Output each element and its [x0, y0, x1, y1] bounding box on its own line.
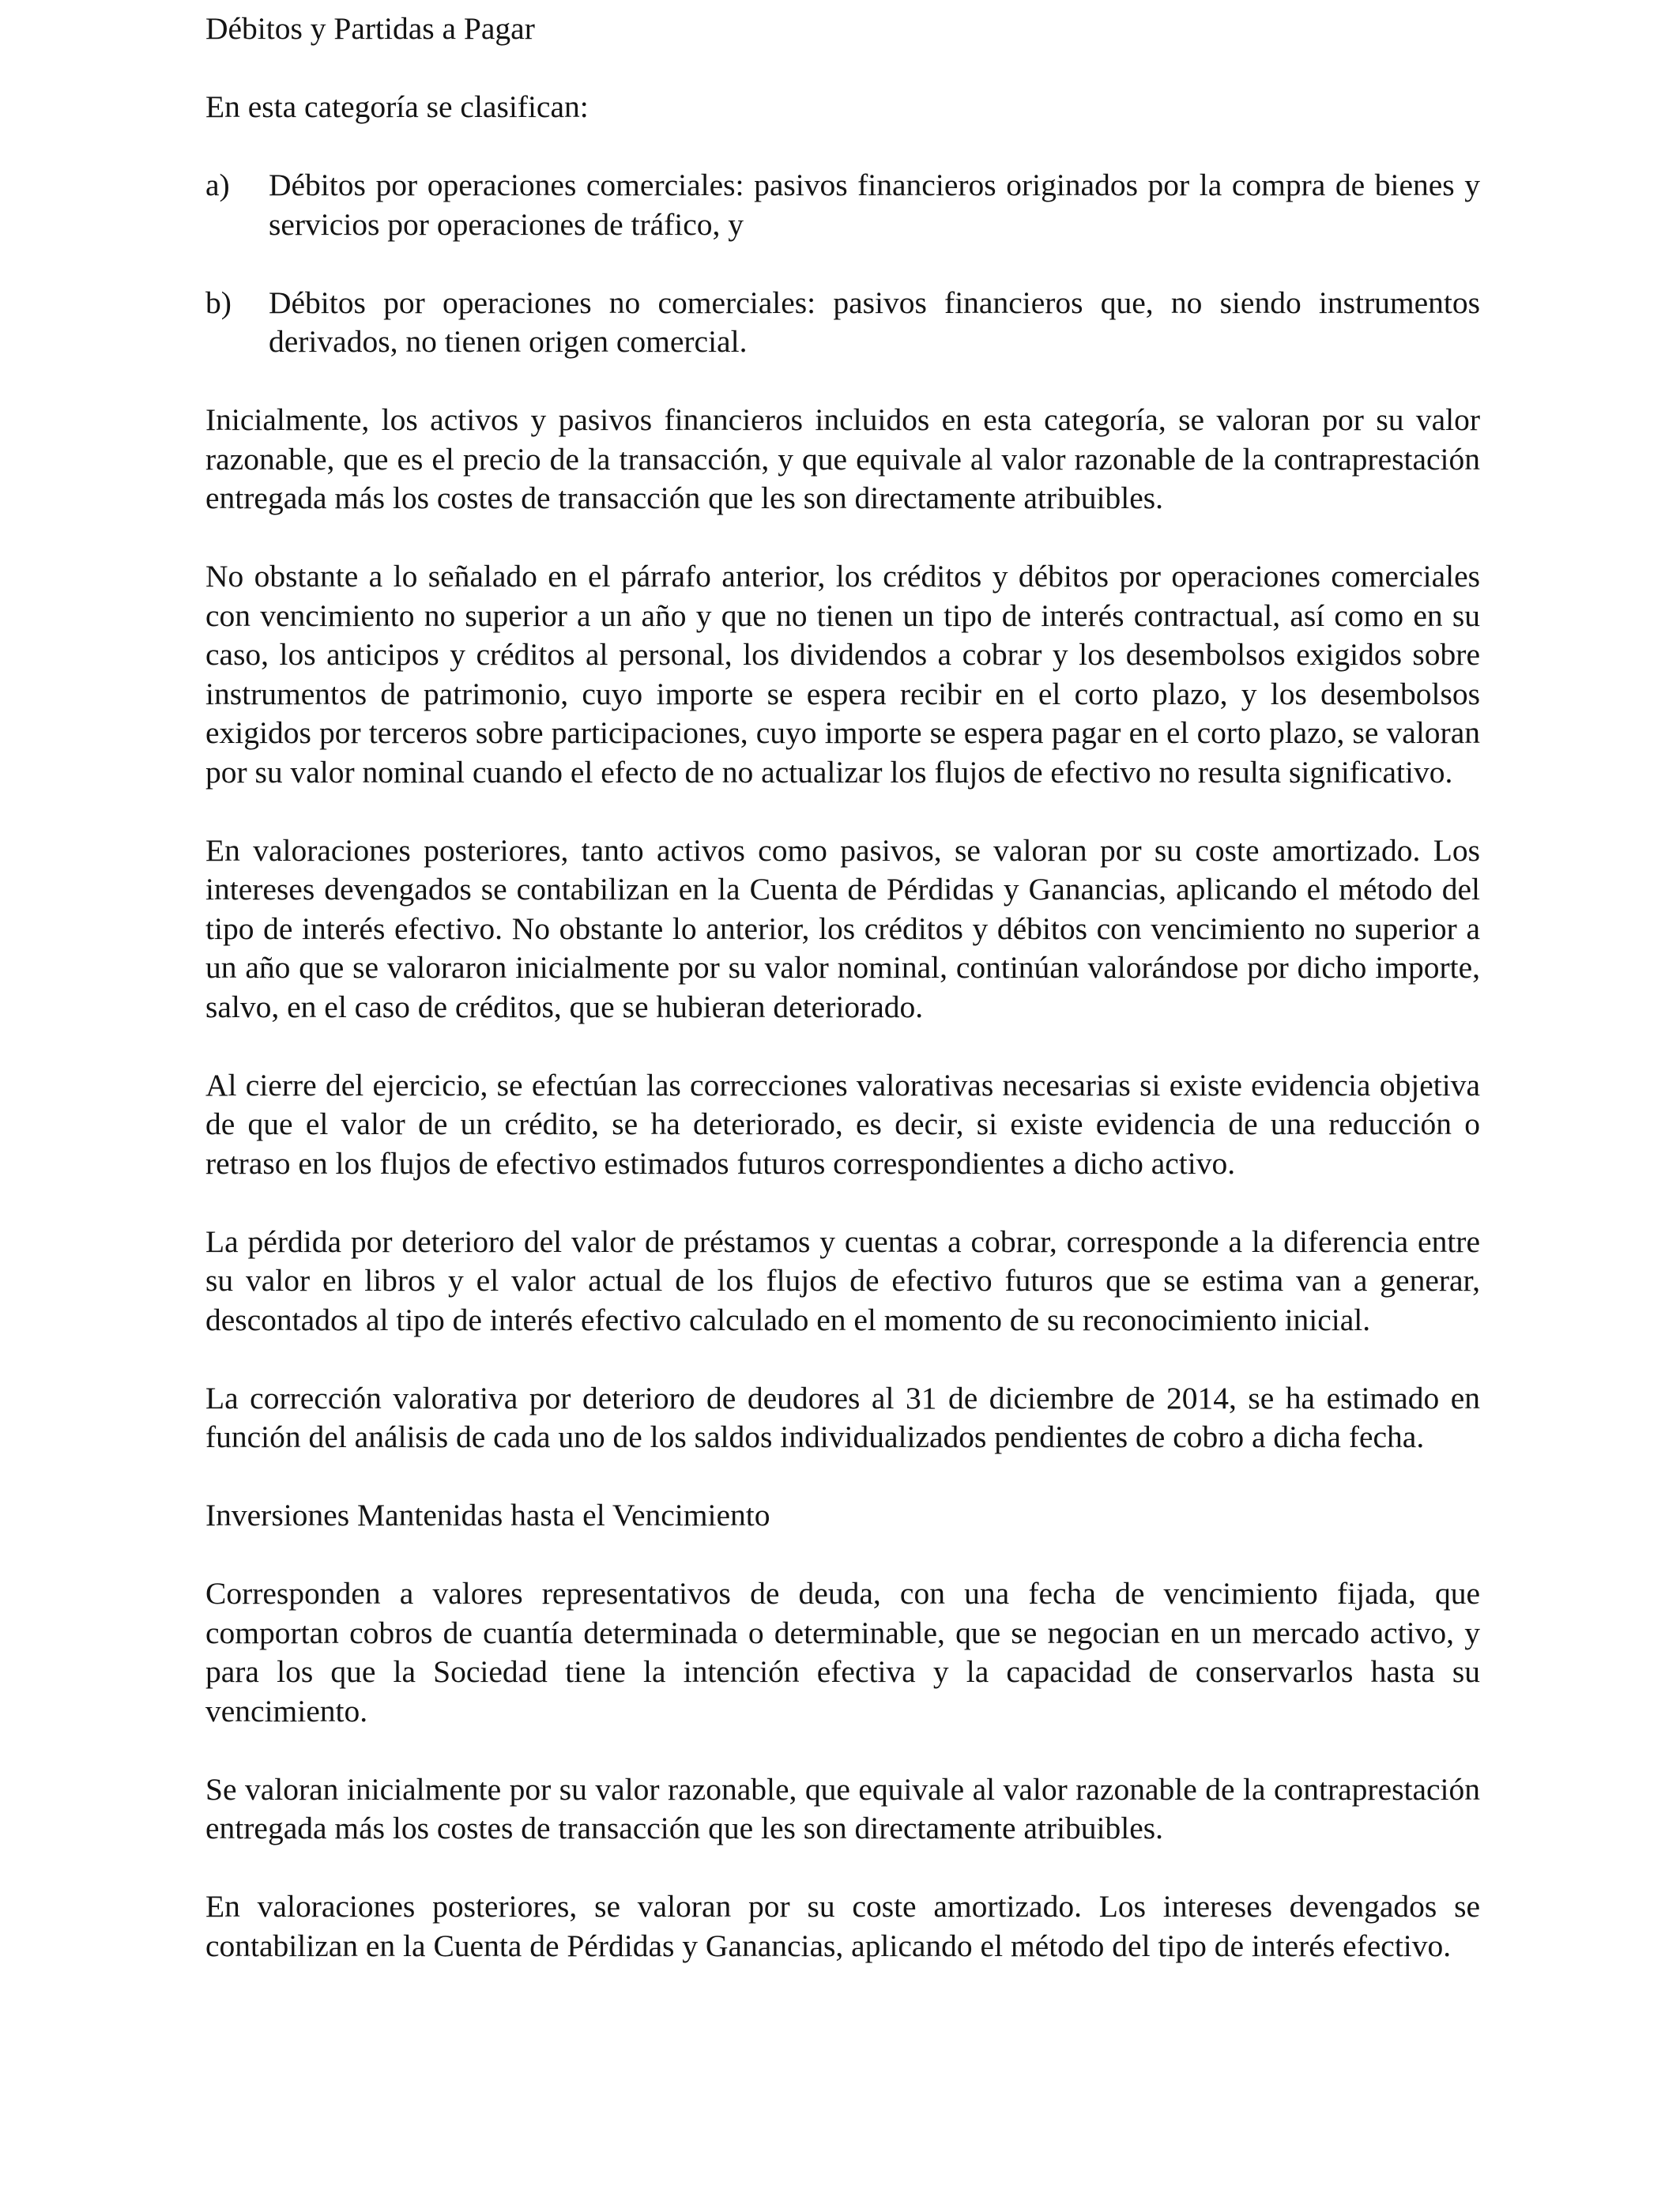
list-marker: a) [205, 168, 230, 202]
paragraph: La corrección valorativa por deterioro de deudores al 31 de diciembre de 2014, se ha estimado en función del análisis de cada uno de los saldos individualizados pendientes de cobro a dicha fecha. [205, 1380, 1480, 1454]
list-item [205, 284, 1480, 362]
paragraph: Corresponden a valores representativos de deuda, con una fecha de vencimiento fijada, que comportan cobros de cuantía determinada o determinable, que se negocian en un mercado activo, y para los que la Sociedad tiene la intención efectiva y la capacidad de conservarlos hasta su vencimiento. [205, 1576, 1480, 1728]
paragraph: La pérdida por deterioro del valor de préstamos y cuentas a cobrar, corresponde a la diferencia entre su valor en libros y el valor actual de los flujos de efectivo futuros que se estima van a generar, descontados al tipo de interés efectivo calculado en el momento de su reconocimiento inicial. [205, 1223, 1480, 1337]
classification-list [205, 166, 1480, 362]
paragraph: Al cierre del ejercicio, se efectúan las correcciones valorativas necesarias si existe evidencia objetiva de que el valor de un crédito, se ha deteriorado, es decir, si existe evidencia de una reducción o retraso en los flujos de efectivo estimados futuros correspondientes a dicho activo. [205, 1067, 1480, 1181]
section-heading-inversiones: Inversiones Mantenidas hasta el Vencimiento [205, 1498, 770, 1532]
paragraph: En valoraciones posteriores, se valoran por su coste amortizado. Los intereses devengados se contabilizan en la Cuenta de Pérdidas y Ganancias, aplicando el método del tipo de interés efectivo. [205, 1889, 1480, 1963]
paragraph: En valoraciones posteriores, tanto activos como pasivos, se valoran por su coste amortizado. Los intereses devengados se contabilizan en la Cuenta de Pérdidas y Ganancias, aplicando el método del tipo de interés efectivo. No obstante lo anterior, los créditos y débitos con vencimiento no superior a un año que se valoraron inicialmente por su valor nominal, continúan valorándose por dicho importe, salvo, en el caso de créditos, que se hubieran deteriorado. [205, 832, 1480, 1024]
paragraph: Inicialmente, los activos y pasivos financieros incluidos en esta categoría, se valoran por su valor razonable, que es el precio de la transacción, y que equivale al valor razonable de la contraprestación entregada más los costes de transacción que les son directamente atribuibles. [205, 402, 1480, 515]
list-item [205, 166, 1480, 244]
section-intro: En esta categoría se clasifican: [205, 89, 589, 124]
list-item-text: Débitos por operaciones no comerciales: pasivos financieros que, no siendo instrumentos derivados, no tienen origen comercial. [269, 285, 1480, 359]
paragraph: Se valoran inicialmente por su valor razonable, que equivale al valor razonable de la contraprestación entregada más los costes de transacción que les son directamente atribuibles. [205, 1771, 1480, 1845]
document-page [205, 9, 1480, 2005]
list-marker: b) [205, 285, 232, 320]
section-heading-debitos: Débitos y Partidas a Pagar [205, 11, 535, 46]
list-item-text: Débitos por operaciones comerciales: pasivos financieros originados por la compra de bienes y servicios por operaciones de tráfico, y [269, 168, 1480, 242]
paragraph: No obstante a lo señalado en el párrafo anterior, los créditos y débitos por operaciones comerciales con vencimiento no superior a un año y que no tienen un tipo de interés contractual, así como en su caso, los anticipos y créditos al personal, los dividendos a cobrar y los desembolsos exigidos sobre instrumentos de patrimonio, cuyo importe se espera recibir en el corto plazo, y los desembolsos exigidos por terceros sobre participaciones, cuyo importe se espera pagar en el corto plazo, se valoran por su valor nominal cuando el efecto de no actualizar los flujos de efectivo no resulta significativo. [205, 559, 1480, 790]
